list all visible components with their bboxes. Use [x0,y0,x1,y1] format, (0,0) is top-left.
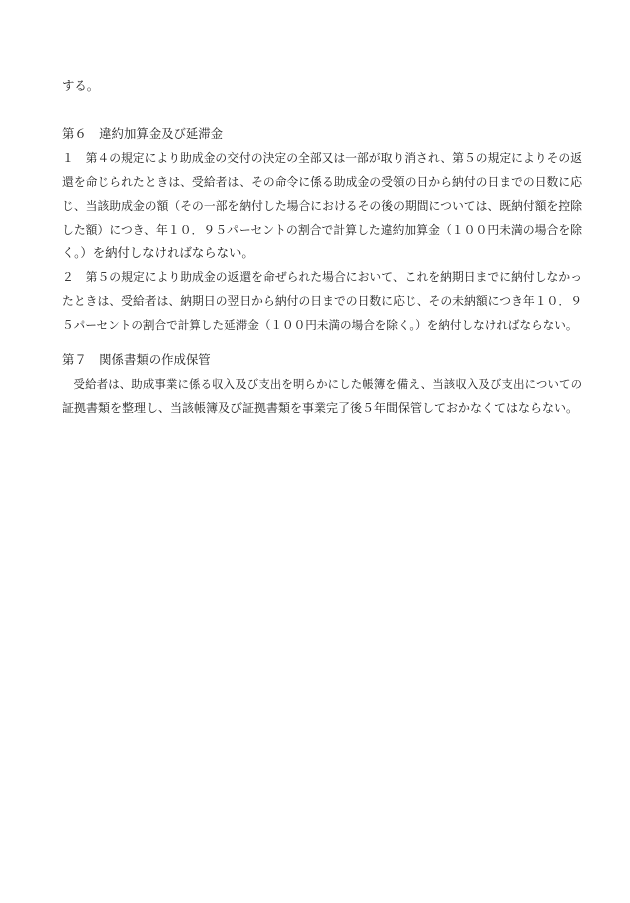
section7-heading: 第７ 関係書類の作成保管 [62,352,211,367]
continuation-text: する。 [62,78,100,93]
section6-para2-line1: ２ 第５の規定により助成金の返還を命ぜられた場合において、これを納期日までに納付しなかっ [62,270,582,284]
section6-para2-line3: ５パーセントの割合で計算した延滞金（１００円未満の場合を除く。）を納付しなければならない。 [62,318,578,332]
section6-para2-line2: たときは、受給者は、納期日の翌日から納付の日までの日数に応じ、その未納額につき年１０．９ [62,294,582,308]
section6-para1-line2: 還を命じられたときは、受給者は、その命令に係る助成金の受領の日から納付の日までの日数に応 [62,175,582,189]
section7-para-line2: 証拠書類を整理し、当該帳簿及び証拠書類を事業完了後５年間保管しておかなくてはならない。 [62,401,579,415]
section6-para1-line3: じ、当該助成金の額（その一部を納付した場合におけるその後の期間については、既納付額を控除 [62,199,582,213]
section6-heading: 第６ 違約加算金及び延滞金 [62,126,224,141]
section6-para1-line5: く。）を納付しなければならない。 [62,245,254,260]
section7-para-line1: 受給者は、助成事業に係る収入及び支出を明らかにした帳簿を備え、当該収入及び支出についての [62,377,582,391]
section6-para1-line1: １ 第４の規定により助成金の交付の決定の全部又は一部が取り消され、第５の規定によりその返 [62,151,582,165]
section6-para1-line4: した額）につき、年１０．９５パーセントの割合で計算した違約加算金（１００円未満の場合を除 [62,223,582,237]
